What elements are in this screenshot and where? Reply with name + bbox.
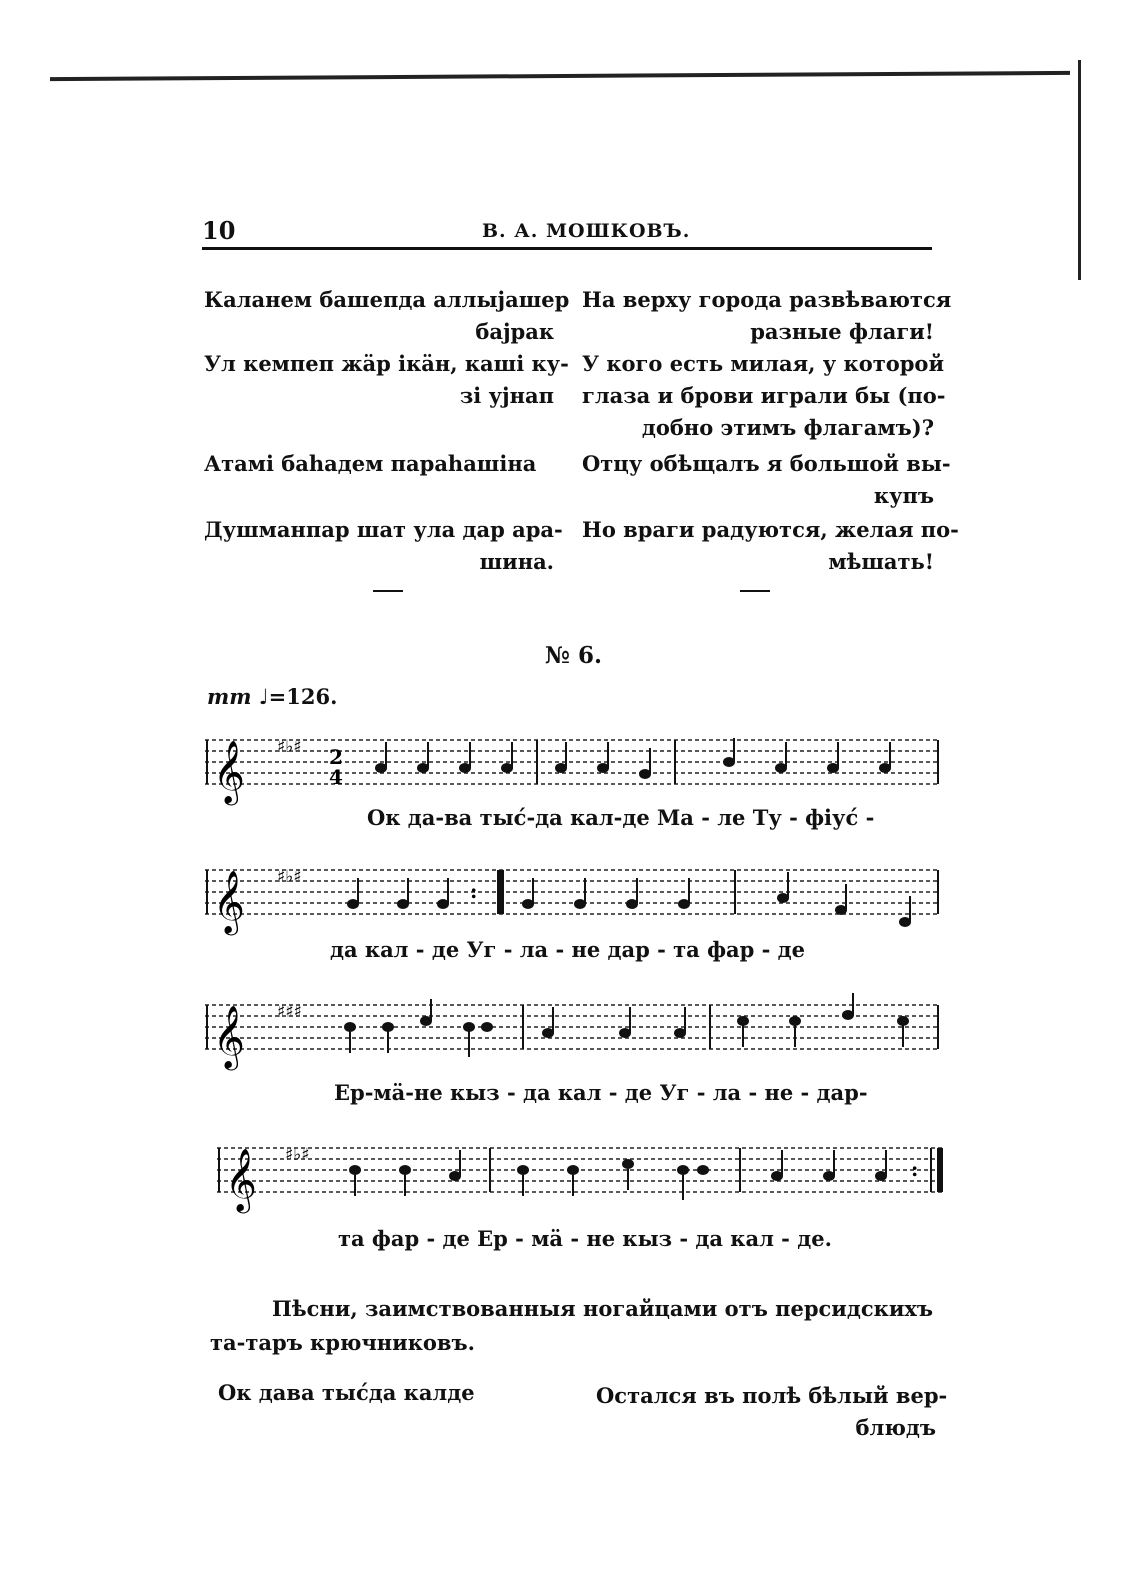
verse-left-2 — [204, 348, 569, 412]
verse-right-3 — [582, 448, 951, 512]
treble-clef-icon: 𝄞 — [225, 1148, 257, 1211]
lyrics-line-2: да кал - де Уг - ла - не дар - та фар - де — [330, 937, 806, 962]
verse-line: глаза и брови играли бы (по- — [582, 383, 946, 408]
tempo-marking — [207, 684, 337, 709]
verse-line: шина. — [479, 549, 554, 574]
treble-clef-icon: 𝄞 — [213, 1005, 245, 1068]
top-border-line — [50, 71, 1070, 81]
prose-paragraph: Пѣсни, заимствованныя ногайцами отъ персидскихъ та-тaръ крючниковъ. — [210, 1296, 934, 1355]
verse-line: разные флаги! — [750, 319, 934, 344]
right-border-line — [1078, 60, 1081, 280]
quarter-note-icon: ♩ — [258, 684, 269, 709]
verse-line: На верху города развѣваются — [582, 287, 952, 312]
verse-line: купъ — [873, 483, 934, 508]
verse-left-4 — [204, 514, 563, 578]
treble-clef-icon: 𝄞 — [213, 870, 245, 933]
music-staff-2 — [205, 850, 945, 950]
final-verse-left: Ок дава тыс́да калде — [218, 1380, 475, 1405]
header-rule — [202, 247, 932, 250]
verse-line: добно этимъ флагамъ)? — [641, 415, 934, 440]
verse-line: блюдъ — [855, 1415, 936, 1440]
repeat-dots: : — [470, 879, 478, 903]
verse-line: Остался въ полѣ бѣлый вер- — [596, 1383, 948, 1408]
lyrics-line-3: Ер-мä-не кыз - да кал - де Уг - ла - не - дар- — [334, 1080, 868, 1105]
verse-right-1 — [582, 284, 952, 348]
verse-left-3 — [204, 448, 554, 480]
verse-line: Душманпар шат ула дар ара- — [204, 517, 563, 542]
key-signature-sharps: ♯♭♯ — [285, 1145, 310, 1165]
music-staff-4 — [205, 1128, 950, 1228]
tempo-mm: mm — [207, 684, 252, 709]
verse-line: Но враги радуются, желая по- — [582, 517, 959, 542]
key-signature-sharps: ♯♯♯ — [277, 1002, 302, 1022]
page-header — [202, 212, 932, 252]
final-verse-right — [596, 1380, 948, 1444]
key-signature-sharps: ♯♭♯ — [277, 867, 302, 887]
verse-line: Атамі баһадем параһашіна — [204, 451, 537, 476]
section-dash-left — [373, 590, 403, 592]
time-sig-top: 2 — [329, 745, 343, 769]
verse-line: Каланем башепда аллыјашер — [204, 287, 570, 312]
verse-line: бајрак — [475, 319, 554, 344]
verse-line: зі ујнап — [459, 383, 554, 408]
verse-line: мѣшать! — [828, 549, 934, 574]
lyrics-line-4: та фар - де Ер - мä - не кыз - да кал - де. — [338, 1226, 832, 1251]
music-staff-3 — [205, 985, 945, 1085]
time-sig-bottom: 4 — [329, 765, 343, 789]
lyrics-line-1: Ок да-ва тыс́-да кал-де Ма - ле Ту - фіус́ - — [367, 805, 875, 830]
running-title: В. А. МОШКОВЪ. — [482, 220, 691, 242]
tempo-value: =126. — [268, 684, 338, 709]
verse-line: Отцу обѣщалъ я большой вы- — [582, 451, 951, 476]
verse-line: Ул кемпеп жäр ікäн, каші ку- — [204, 351, 569, 376]
song-number: № 6. — [545, 642, 603, 669]
key-signature-sharps: ♯♭♯ — [277, 737, 302, 757]
verse-line: У кого есть милая, у которой — [582, 351, 945, 376]
verse-left-1 — [204, 284, 570, 348]
repeat-dots: : — [911, 1157, 919, 1181]
page-number: 10 — [202, 216, 236, 245]
verse-right-4 — [582, 514, 959, 578]
verse-right-2 — [582, 348, 946, 444]
section-dash-right — [740, 590, 770, 592]
treble-clef-icon: 𝄞 — [213, 740, 245, 803]
